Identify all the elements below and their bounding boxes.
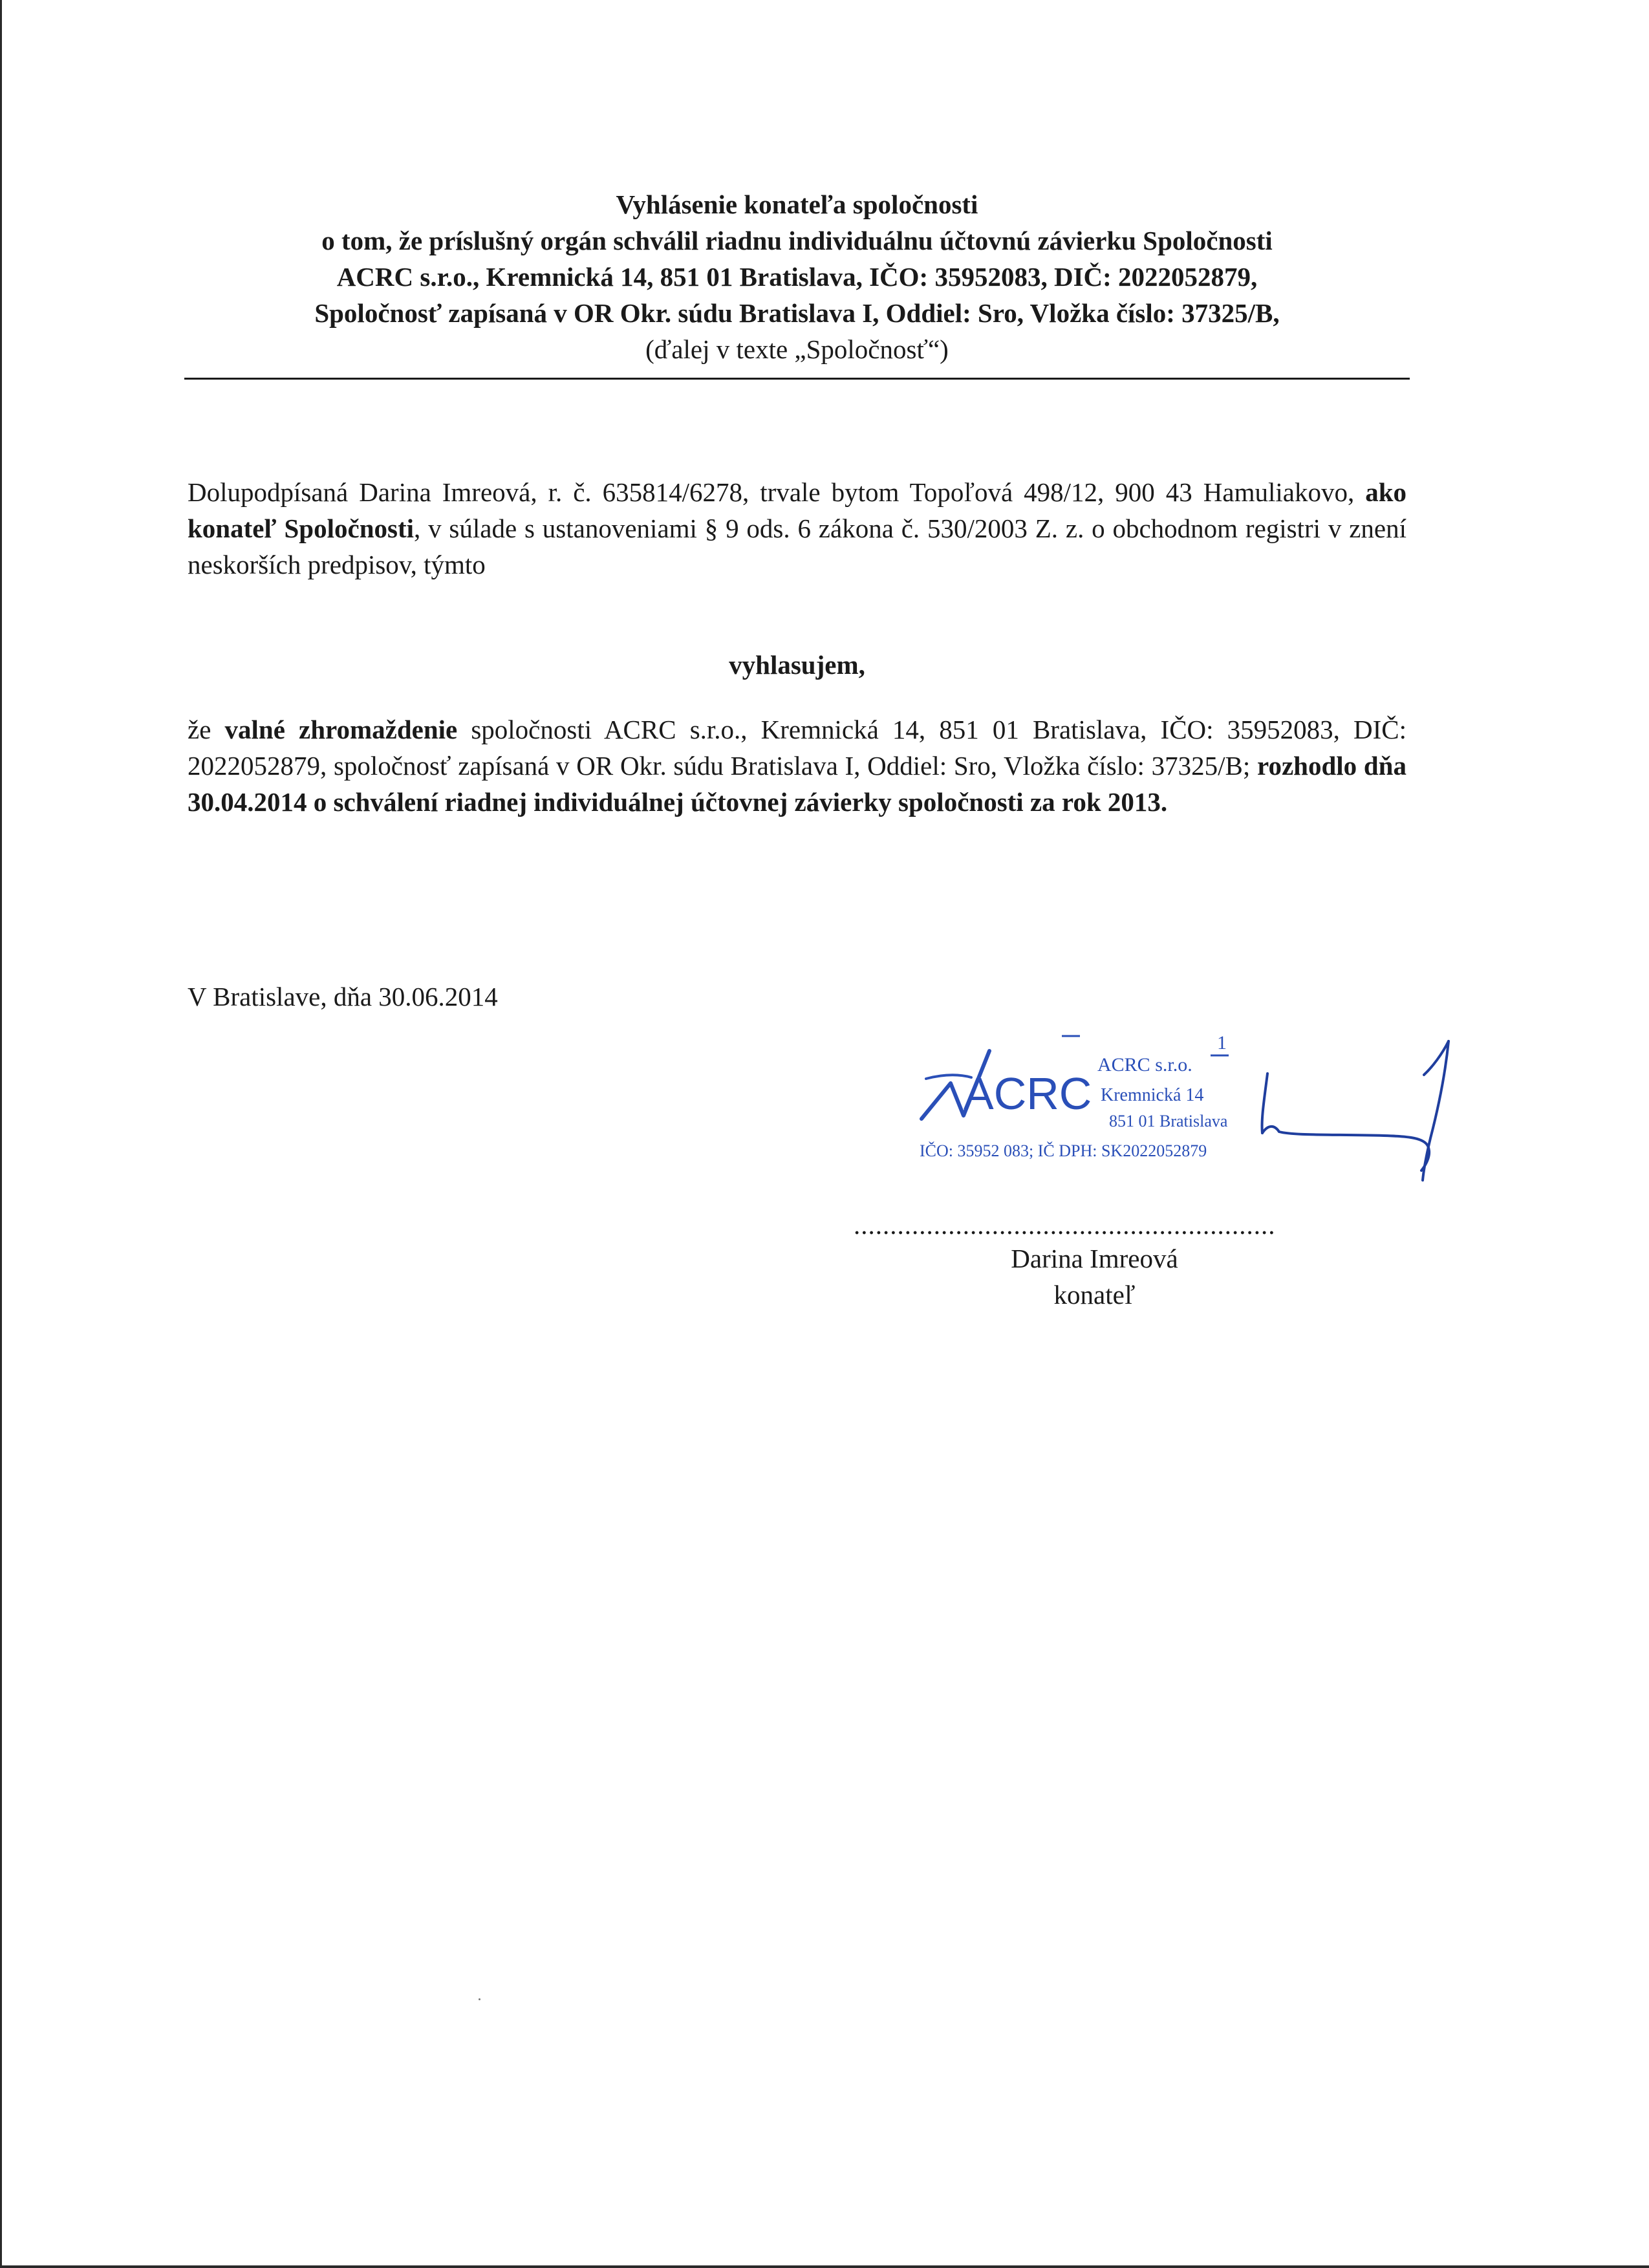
scan-speck <box>479 1998 480 2000</box>
decision-paragraph <box>188 711 1406 820</box>
stamp-ids: IČO: 35952 083; IČ DPH: SK2022052879 <box>920 1141 1207 1160</box>
stamp-mark: 1 <box>1217 1032 1227 1053</box>
stamp-company: ACRC s.r.o. <box>1097 1054 1192 1075</box>
decision-text-a: že <box>188 715 225 744</box>
stamp-logo-text: ACRC <box>964 1068 1092 1119</box>
header-registration: Spoločnosť zapísaná v OR Okr. súdu Bratislava I, Oddiel: Sro, Vložka číslo: 37325/B, <box>314 298 1280 328</box>
document-header <box>184 186 1410 367</box>
intro-text-a: Dolupodpísaná Darina Imreová, r. č. 635814/6278, trvale bytom Topoľová 498/12, 900 43 Hamuliakovo, <box>188 477 1366 507</box>
signer-role: konateľ <box>1053 1280 1136 1310</box>
decision-bold-body: valné zhromaždenie <box>224 715 458 744</box>
stamp-city: 851 01 Bratislava <box>1109 1112 1228 1130</box>
intro-paragraph <box>188 474 1406 583</box>
intro-bold-role: ako konateľ Spoločnosti <box>188 477 1406 543</box>
handwritten-signature <box>1255 1035 1468 1190</box>
signer-name: Darina Imreová <box>1011 1244 1178 1273</box>
decision-text-b: spoločnosti ACRC s.r.o., Kremnická 14, 851 01 Bratislava, IČO: 35952083, DIČ: 2022052879, spoločnosť zapísaná v OR Okr. súdu Bratislava I, Oddiel: Sro, Vložka číslo: 37325/B; <box>188 715 1406 781</box>
stamp-street: Kremnická 14 <box>1101 1085 1204 1105</box>
header-divider <box>184 378 1410 380</box>
declaration-heading: vyhlasujem, <box>729 650 865 680</box>
signer-block <box>854 1240 1335 1313</box>
header-subject: o tom, že príslušný orgán schválil riadnu individuálnu účtovnú závierku Spoločnosti <box>321 226 1273 255</box>
decision-bold-resolution: rozhodlo dňa 30.04.2014 o schválení riadnej individuálnej účtovnej závierky spoločnosti za rok 2013. <box>188 751 1406 817</box>
header-company-ids: ACRC s.r.o., Kremnická 14, 851 01 Bratislava, IČO: 35952083, DIČ: 2022052879, <box>336 262 1258 292</box>
signature-line: .......................................................... <box>854 1211 1276 1239</box>
place-and-date: V Bratislave, dňa 30.06.2014 <box>188 982 498 1011</box>
company-stamp <box>912 1022 1261 1171</box>
intro-text-b: , v súlade s ustanoveniami § 9 ods. 6 zákona č. 530/2003 Z. z. o obchodnom registri v znení neskorších predpisov, týmto <box>188 513 1407 579</box>
header-alias: (ďalej v texte „Spoločnosť“) <box>645 334 949 364</box>
header-title: Vyhlásenie konateľa spoločnosti <box>616 189 978 219</box>
